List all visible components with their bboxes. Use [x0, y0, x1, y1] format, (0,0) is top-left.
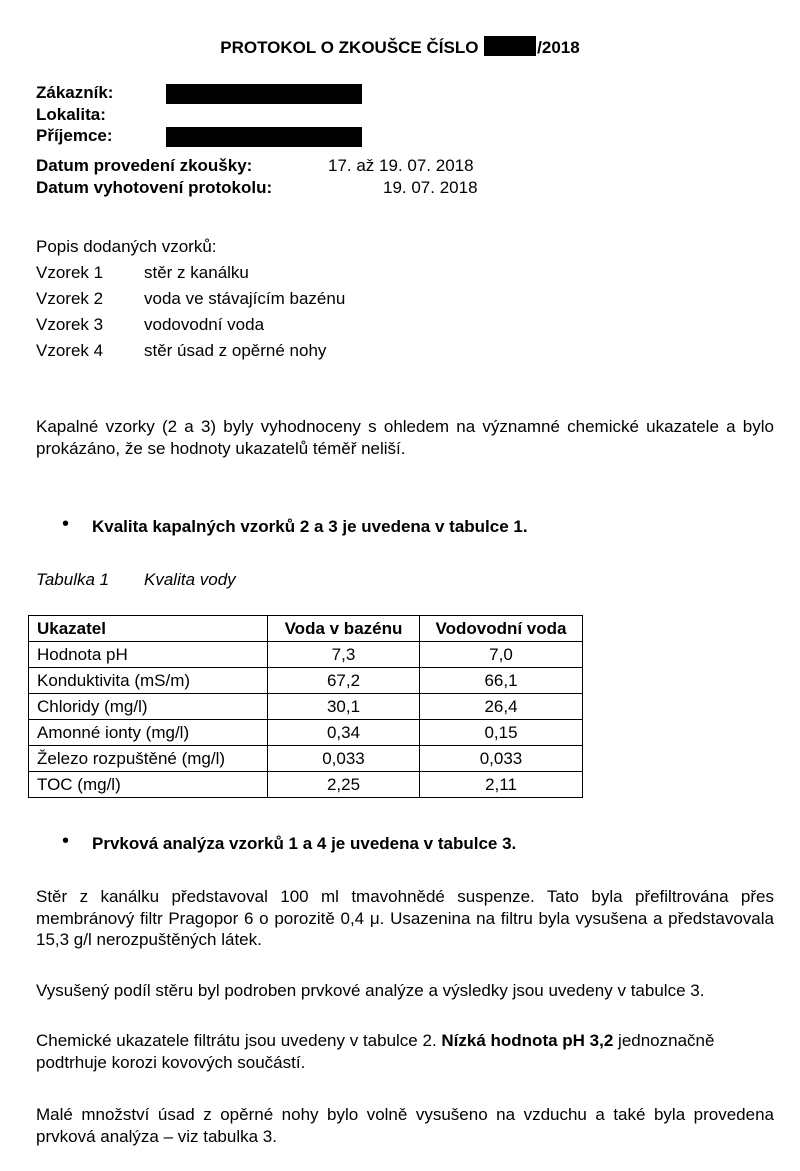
table1-caption-text: Kvalita vody — [144, 570, 236, 589]
table-row — [29, 746, 583, 772]
table-cell: Amonné ionty (mg/l) — [29, 720, 268, 746]
sample-id: Vzorek 2 — [36, 289, 104, 308]
sample-desc: vodovodní voda — [144, 315, 265, 334]
table-header-cell: Voda v bazénu — [268, 616, 420, 642]
table-header-cell: Vodovodní voda — [420, 616, 583, 642]
table-cell: 66,1 — [420, 668, 583, 694]
table-row — [29, 694, 583, 720]
table-row — [29, 642, 583, 668]
bullet-icon: • — [62, 830, 70, 852]
table-cell: 2,11 — [420, 772, 583, 798]
sample-id: Vzorek 3 — [36, 315, 104, 334]
sample-desc: stěr úsad z opěrné nohy — [144, 341, 327, 360]
page-title — [0, 36, 800, 58]
table-header-cell: Ukazatel — [29, 616, 268, 642]
sample-desc: stěr z kanálku — [144, 263, 249, 282]
table-cell: 67,2 — [268, 668, 420, 694]
paragraph-channel-swab: Stěr z kanálku představoval 100 ml tmavohnědé suspenze. Tato byla přefiltrována přes membránový filtr Pragopor 6 o porozitě 0,4 μ. Usazenina na filtru byla vysušena a představovala 15,3 g/l nerozpuštěných látek. — [36, 887, 774, 949]
table-cell: 30,1 — [268, 694, 420, 720]
redacted-customer — [166, 84, 362, 104]
paragraph-filtrate-text-end: jednoznačně podtrhuje korozi kovových součástí. — [36, 1031, 715, 1072]
table-row — [29, 720, 583, 746]
water-quality-table — [28, 615, 583, 798]
sample-desc: voda ve stávajícím bazénu — [144, 289, 346, 308]
table-cell: 0,34 — [268, 720, 420, 746]
table-cell: Chloridy (mg/l) — [29, 694, 268, 720]
recipient-label: Příjemce: — [36, 126, 113, 145]
sample-id: Vzorek 1 — [36, 263, 104, 282]
paragraph-support-leg: Malé množství úsad z opěrné nohy bylo volně vysušeno na vzduchu a také byla provedena prvková analýza – viz tabulka 3. — [36, 1105, 774, 1146]
table-row — [29, 772, 583, 798]
table-row — [29, 668, 583, 694]
table-cell: 7,0 — [420, 642, 583, 668]
title-prefix: PROTOKOL O ZKOUŠCE ČÍSLO — [220, 38, 479, 57]
paragraph-filtrate-text: Chemické ukazatele filtrátu jsou uvedeny v tabulce 2. — [36, 1031, 442, 1050]
table-cell: Hodnota pH — [29, 642, 268, 668]
samples-heading: Popis dodaných vzorků: — [36, 237, 217, 256]
sample-id: Vzorek 4 — [36, 341, 104, 360]
table-cell: 0,15 — [420, 720, 583, 746]
report-date-value: 19. 07. 2018 — [383, 178, 478, 197]
redacted-protocol-number — [484, 36, 536, 56]
table-cell: 2,25 — [268, 772, 420, 798]
bullet-icon: • — [62, 513, 70, 535]
table-cell: 26,4 — [420, 694, 583, 720]
location-label: Lokalita: — [36, 105, 106, 124]
paragraph-elemental-analysis: Vysušený podíl stěru byl podroben prvkové analýze a výsledky jsou uvedeny v tabulce 3. — [36, 981, 705, 1000]
customer-label: Zákazník: — [36, 83, 114, 102]
table-header-row — [29, 616, 583, 642]
table-cell: 0,033 — [268, 746, 420, 772]
table-cell: TOC (mg/l) — [29, 772, 268, 798]
redacted-recipient — [166, 127, 362, 147]
title-suffix: /2018 — [537, 38, 580, 57]
test-date-value: 17. až 19. 07. 2018 — [328, 156, 474, 175]
report-date-label: Datum vyhotovení protokolu: — [36, 178, 273, 197]
table-cell: Konduktivita (mS/m) — [29, 668, 268, 694]
table1-caption-number: Tabulka 1 — [36, 570, 110, 589]
paragraph-liquid-samples: Kapalné vzorky (2 a 3) byly vyhodnoceny s ohledem na významné chemické ukazatele a bylo prokázáno, že se hodnoty ukazatelů téměř neliší. — [36, 417, 774, 458]
table-cell: Železo rozpuštěné (mg/l) — [29, 746, 268, 772]
table-cell: 7,3 — [268, 642, 420, 668]
paragraph-filtrate — [36, 1030, 774, 1073]
bullet-table1-note: Kvalita kapalných vzorků 2 a 3 je uvedena v tabulce 1. — [92, 517, 528, 536]
table-cell: 0,033 — [420, 746, 583, 772]
test-date-label: Datum provedení zkoušky: — [36, 156, 253, 175]
bullet-table3-note: Prvková analýza vzorků 1 a 4 je uvedena v tabulce 3. — [92, 834, 517, 853]
low-ph-highlight: Nízká hodnota pH 3,2 — [441, 1031, 614, 1050]
